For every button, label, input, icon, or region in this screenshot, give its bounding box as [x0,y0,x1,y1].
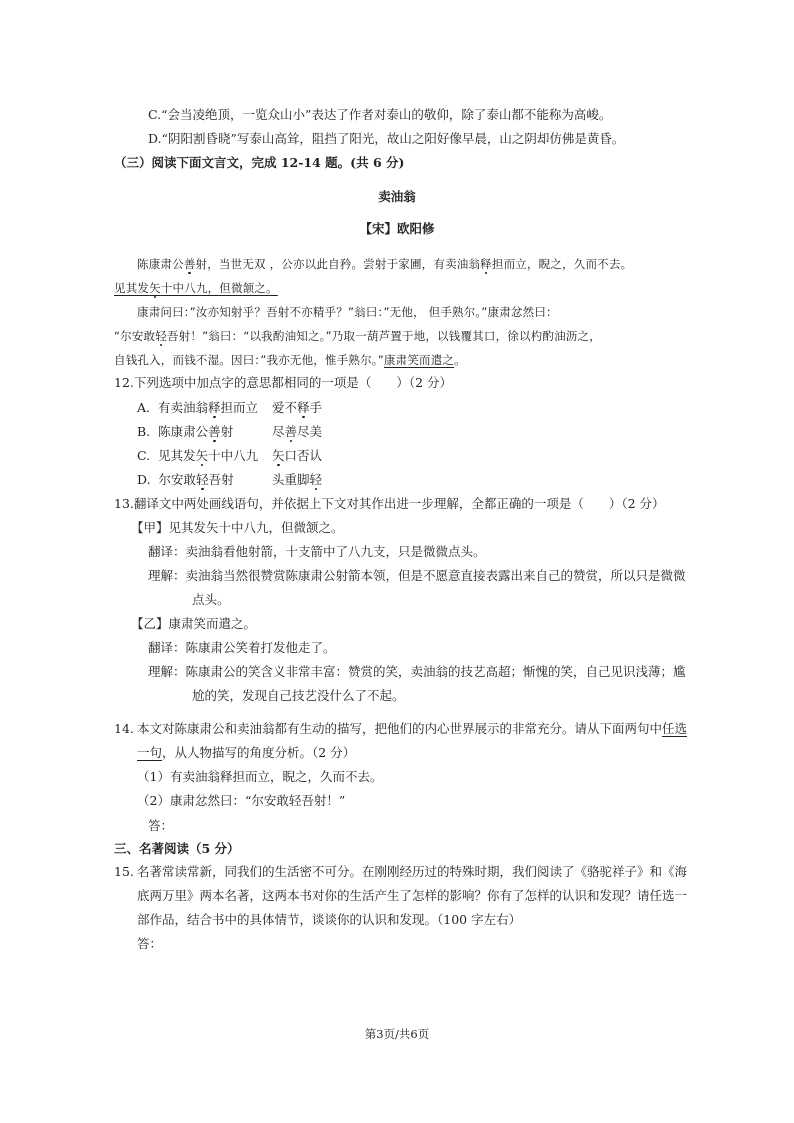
option-left [158,424,233,439]
dotted-char: 释 [297,400,310,415]
option-left [158,400,258,415]
emphasized-text: 任选 [662,721,688,736]
passage-title: 卖油翁 [378,189,416,204]
passage-line-2-underlined [114,279,278,297]
q13-yi-understanding-1: 理解：陈康肃公的笑含义非常丰富：赞赏的笑，卖油翁的技艺高超；惭愧的笑，自己见识浅薄；尴 [148,664,686,679]
option-text: 尽 [272,424,285,439]
option-text: 陈康肃公 [158,424,209,439]
option-text: 口否认 [284,448,323,463]
q15-answer-label: 答： [137,936,163,951]
dotted-char: 善 [208,424,221,439]
q13-jia-understanding-2: 点头。 [192,592,230,607]
dotted-char: 轻 [309,472,323,487]
q11-option-d: D.“阴阳割昏晓”写泰山高耸，阻挡了阳光，故山之阳好像早晨，山之阴却仿佛是黄昏。 [148,131,625,146]
option-text: 吾射 [208,472,234,487]
q12-option-c-right [272,447,322,465]
option-text: 十中八九 [208,448,259,463]
q15-line-2: 底两万里》两本名著，这两本书对你的生活产生了怎样的影响？你有了怎样的认识和发现？请任选一 [137,888,688,903]
emphasized-text: 一句 [137,745,163,760]
underlined-sentence: 康肃笑而遣之 [383,353,455,367]
dotted-char: 释 [208,400,221,415]
option-text: 手 [309,400,323,415]
dotted-char: 轻 [196,472,209,487]
page-number-footer: 第3页/共6页 [364,1027,430,1041]
option-text: 爱不 [272,400,298,415]
q11-option-c: C.“会当凌绝顶，一览众山小”表达了作者对泰山的敬仰，除了泰山都不能称为高峻。 [148,107,612,122]
dotted-char: 善 [284,424,298,439]
dotted-char: 矢 [149,281,161,295]
passage-text: “尔安敢 [114,329,156,343]
dotted-char: 轻 [155,329,167,343]
q15-line-3: 部作品，结合书中的具体情节，谈谈你的认识和发现。（100 字左右） [137,912,522,927]
q14-stem-line-2 [137,744,355,762]
option-letter: B. [137,424,151,439]
q14-number: 14. [114,721,134,736]
q13-yi-translation: 翻译：陈康肃公笑着打发他走了。 [148,640,336,655]
option-letter: A. [137,400,151,415]
q14-answer-label: 答： [148,818,174,833]
q15-number: 15. [114,864,134,879]
dotted-char: 释 [480,257,492,271]
option-text: 见其发 [158,448,196,463]
question-text: ，从人物描写的角度分析。（2 分） [162,745,356,760]
option-text: 尔安敢 [158,472,197,487]
dotted-char: 矢 [195,448,209,463]
q12-stem: 12.下列选项中加点字的意思都相同的一项是（ ）（2 分） [114,375,453,390]
passage-text: 吾射！”翁曰：“以我酌油知之。”乃取一葫芦置于地，以钱覆其口，徐以杓酌油沥之， [166,329,601,343]
option-text: 担而立 [220,400,259,415]
option-left [158,448,258,463]
option-text: 头重脚 [272,472,310,487]
q13-jia-label: 【甲】见其发矢十中八九，但微颔之。 [131,520,344,535]
option-letter: C. [137,448,151,463]
passage-text: 陈康肃公 [137,257,184,271]
q14-item-2: （2）康肃忿然曰：“尔安敢轻吾射！” [137,793,346,808]
q12-option-a [137,399,258,417]
q12-option-c [137,447,258,465]
option-text: 尽美 [297,424,323,439]
dotted-char: 矢 [272,448,285,463]
passage-text: 射，当世无双 ，公亦以此自矜。尝射于家圃，有卖油翁 [195,257,481,271]
q14-item-1: （1）有卖油翁释担而立，睨之，久而不去。 [137,769,383,784]
passage-author: 【宋】欧阳修 [359,221,435,236]
passage-line-1 [137,255,632,273]
passage-line-3: 康肃问曰：”汝亦知射乎？吾射不亦精乎？”翁曰：”无他， 但手熟尔。”康肃忿然曰： [137,305,558,319]
option-text: 有卖油翁 [158,400,209,415]
q13-yi-understanding-2: 尬的笑，发现自己技艺没什么了不起。 [192,688,405,703]
q13-yi-label: 【乙】康肃笑而遣之。 [131,616,257,631]
question-text: 本文对陈康肃公和卖油翁都有生动的描写，把他们的内心世界展示的非常充分。请从下面两句中 [137,721,663,736]
passage-line-5 [114,351,466,369]
option-letter: D. [137,472,151,487]
dotted-char: 善 [183,257,196,271]
q12-option-b [137,423,233,441]
option-left [159,472,234,487]
q13-jia-understanding-1: 理解：卖油翁当然很赞赏陈康肃公射箭本领，但是不愿意直接表露出来自己的赞赏，所以只是微微 [148,568,686,583]
passage-text: 见其发 [114,281,150,295]
q12-option-a-right [272,399,322,417]
q12-option-d [137,471,234,489]
section-3-heading: （三）阅读下面文言文，完成 12-14 题。(共 6 分) [114,155,405,170]
option-text: 射 [220,424,234,439]
q15-line-1: 名著常读常新，同我们的生活密不可分。在刚刚经历过的特殊时期，我们阅读了《骆驼祥子》和《海 [137,864,688,879]
passage-line-4 [114,327,601,345]
q13-stem: 13.翻译文中两处画线语句，并依据上下文对其作出进一步理解，全都正确的一项是（ ）（2 分） [114,496,665,511]
section-famous-works-heading: 三、名著阅读（5 分） [114,841,240,856]
q13-jia-translation: 翻译：卖油翁看他射箭，十支箭中了八九支，只是微微点头。 [148,544,486,559]
q12-option-d-right [272,471,322,489]
q12-option-b-right [272,423,322,441]
passage-text: 十中八九，但微颔之。 [160,281,278,295]
passage-text: 自钱孔入，而钱不湿。因曰：”我亦无他，惟手熟尔。” [114,353,384,367]
passage-text: 担而立，睨之，久而不去。 [491,257,633,271]
passage-text: 。 [454,353,466,367]
q14-stem-line-1 [137,720,687,738]
